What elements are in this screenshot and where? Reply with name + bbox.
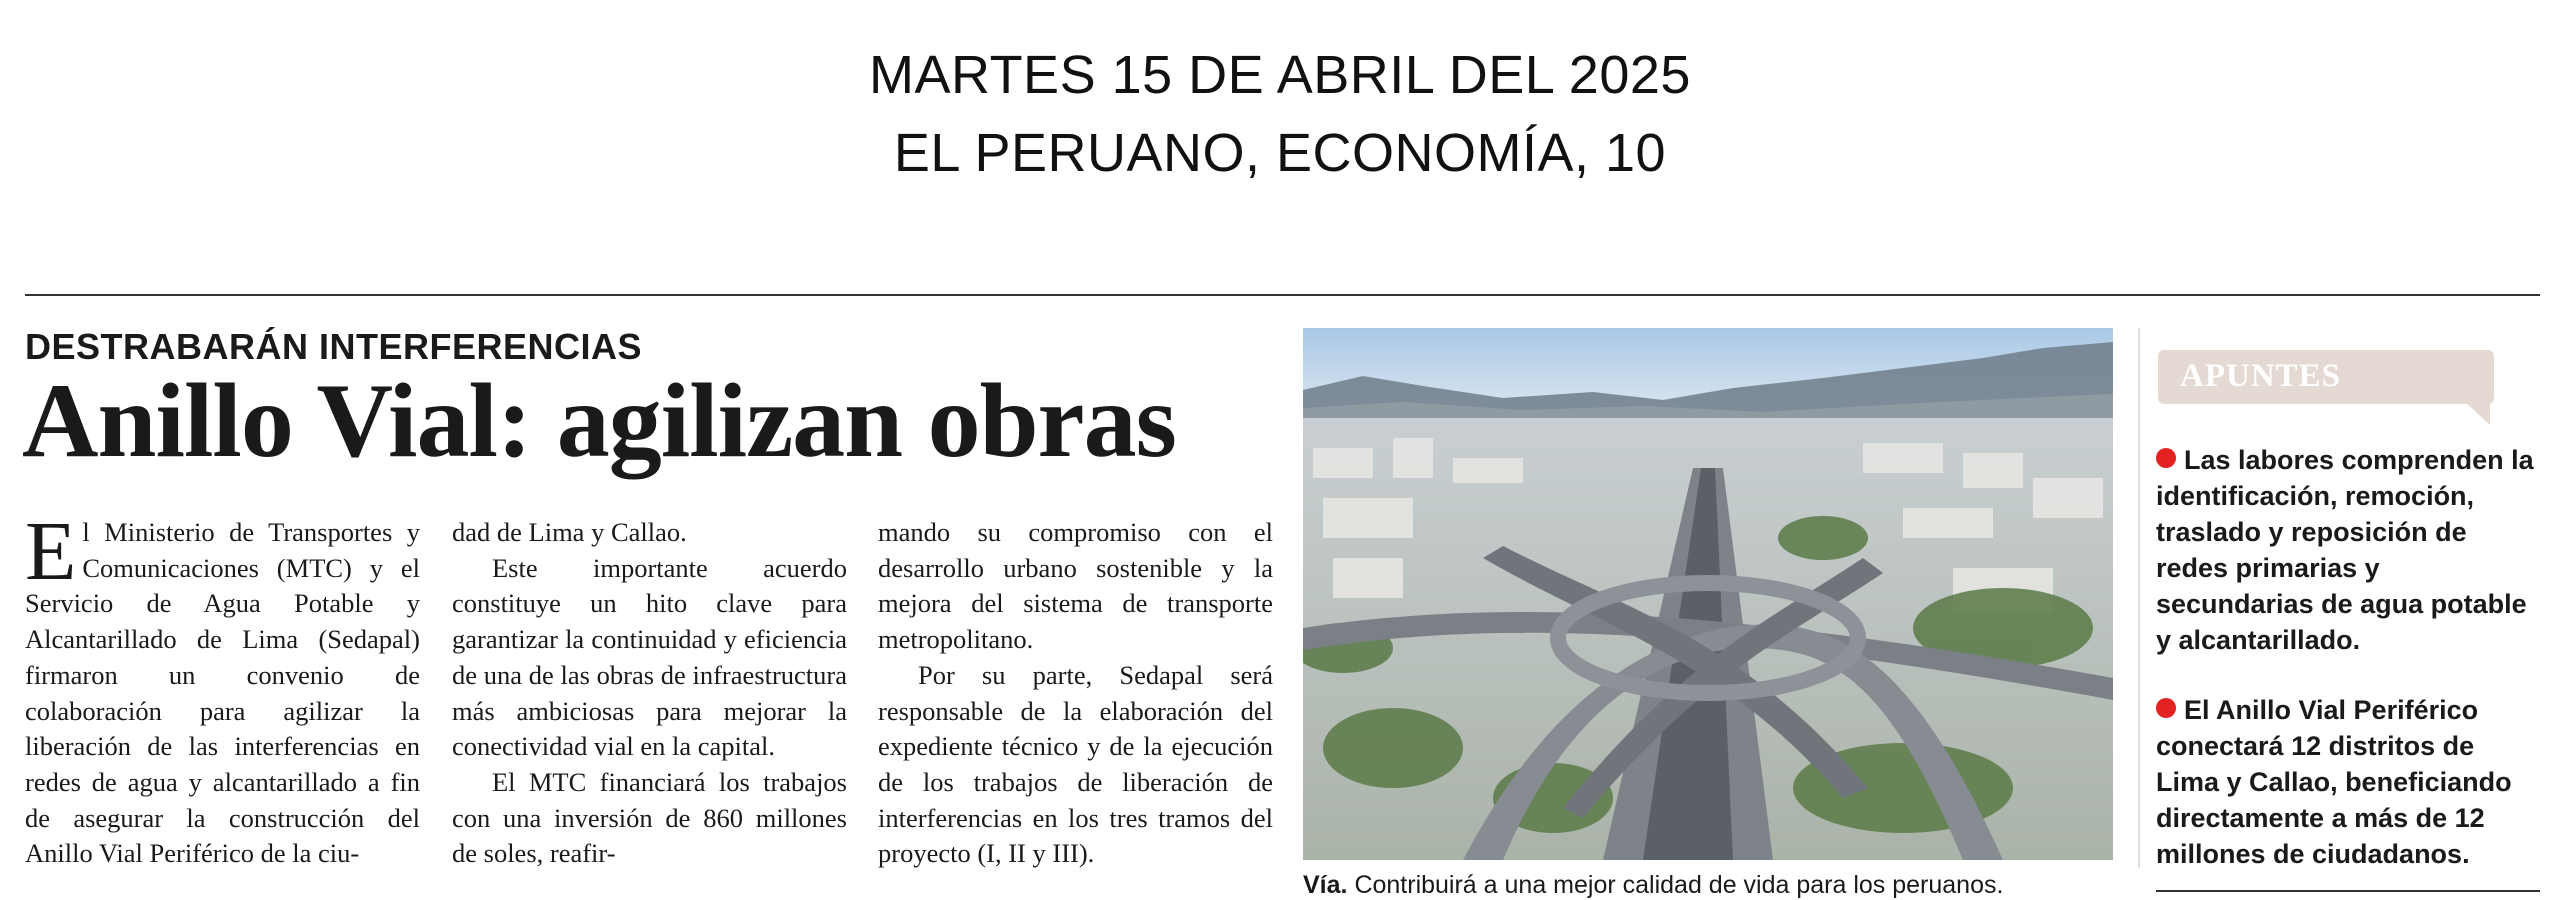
caption-label: Vía. <box>1303 871 1348 899</box>
publication-section-page: EL PERUANO, ECONOMÍA, 10 <box>893 123 1667 183</box>
bullet-dot-icon <box>2156 448 2176 468</box>
note-item <box>2156 442 2541 658</box>
sidebar-bottom-rule <box>2156 890 2540 892</box>
sidebar-divider <box>2138 328 2140 868</box>
article-column-2 <box>452 515 847 872</box>
note-text: Las labores comprenden la identificación, remoción, traslado y reposición de redes primarias y secundarias de agua potable y alcantarillado. <box>2156 445 2534 655</box>
article-column-3 <box>878 515 1273 872</box>
apuntes-speech-tail <box>2466 403 2490 425</box>
issue-date: MARTES 15 DE ABRIL DEL 2025 <box>869 45 1691 105</box>
column-2-paragraph-1: dad de Lima y Callao. <box>452 517 687 547</box>
note-item <box>2156 692 2541 872</box>
highway-interchange-photo <box>1303 328 2113 860</box>
apuntes-title: APUNTES <box>2180 358 2342 394</box>
column-3-paragraph-2: Por su parte, Sedapal será responsable de la elaboración del expediente técnico y de la ejecución de los trabajos de liberación de interferencias en los tres tramos del proyecto (I, II y III). <box>878 659 1273 869</box>
article-column-1 <box>25 505 420 872</box>
column-2-paragraph-3: El MTC financiará los trabajos con una inversión de 860 millones de soles, reafir- <box>452 766 847 869</box>
column-1-text: l Ministerio de Transportes y Comunicaciones (MTC) y el Servicio de Agua Potable y Alcantarillado de Lima (Sedapal) firmaron un convenio de colaboración para agilizar la liberación de las interferencias en redes de agua y alcantarillado a fin de asegurar la construcción del Anillo Vial Periférico de la ciu- <box>25 517 420 869</box>
article-kicker: DESTRABARÁN INTERFERENCIAS <box>25 326 643 367</box>
top-rule <box>25 294 2540 296</box>
caption-text: Contribuirá a una mejor calidad de vida para los peruanos. <box>1354 871 2004 899</box>
bullet-dot-icon <box>2156 698 2176 718</box>
drop-cap: E <box>25 505 77 598</box>
column-3-paragraph-1: mando su compromiso con el desarrollo urbano sostenible y la mejora del sistema de transporte metropolitano. <box>878 517 1273 655</box>
column-2-paragraph-2: Este importante acuerdo constituye un hito clave para garantizar la continuidad y eficiencia de una de las obras de infraestructura más ambiciosas para mejorar la conectividad vial en la capital. <box>452 552 847 762</box>
article-headline: Anillo Vial: agilizan obras <box>22 362 1176 479</box>
photo-caption <box>1303 870 2133 900</box>
note-text: El Anillo Vial Periférico conectará 12 distritos de Lima y Callao, beneficiando directamente a más de 12 millones de ciudadanos. <box>2156 695 2512 869</box>
